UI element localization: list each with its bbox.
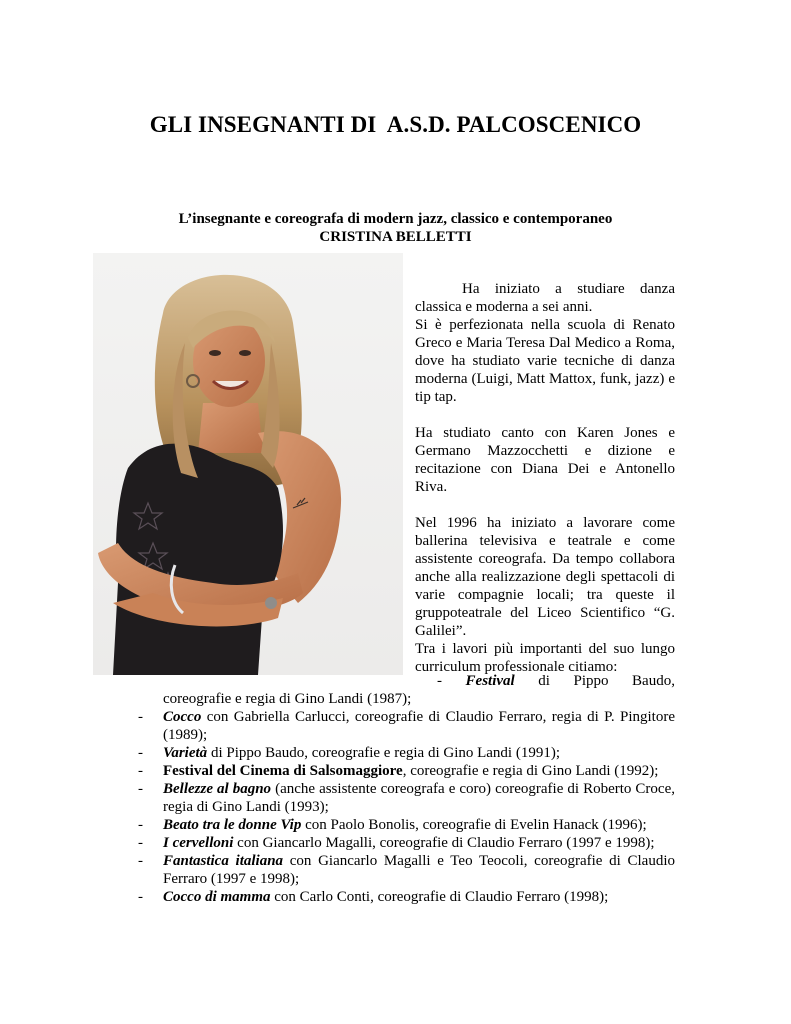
list-item-text: con Carlo Conti, coreografie di Claudio Ferraro (1998); — [270, 889, 609, 905]
teacher-heading — [0, 210, 791, 246]
list-bullet: - — [138, 817, 143, 833]
list-item-text: di Pippo Baudo, coreografie e regia di Gino Landi (1991); — [207, 745, 561, 761]
list-item-title: Beato tra le donne Vip — [163, 817, 302, 833]
list-item — [138, 816, 675, 834]
teacher-portrait — [93, 253, 403, 675]
list-item — [138, 744, 675, 762]
list-item — [138, 834, 675, 852]
list-item-title: Fantastica italiana — [163, 853, 284, 869]
list-item — [138, 762, 675, 780]
list-item-text: , coreografie e regia di Gino Landi (1992); — [402, 763, 659, 779]
page-title: GLI INSEGNANTI DI A.S.D. PALCOSCENICO — [149, 112, 642, 137]
list-item-title: Cocco — [163, 709, 202, 725]
list-item-text: con Paolo Bonolis, coreografie di Evelin Hanack (1996); — [301, 817, 647, 833]
list-item-title: Varietà — [163, 745, 208, 761]
list-bullet: - — [138, 853, 143, 869]
list-item-text: con Giancarlo Magalli, coreografie di Claudio Ferraro (1997 e 1998); — [233, 835, 655, 851]
bio-column — [415, 280, 675, 676]
list-item-text: (anche assistente coreografa e coro) coreografie di Roberto Croce, regia di Gino Landi (1993); — [163, 781, 675, 815]
list-item — [415, 672, 675, 690]
list-item-title: I cervelloni — [163, 835, 234, 851]
credits-list — [138, 708, 675, 906]
bio-paragraph: Si è perfezionata nella scuola di Renato Greco e Maria Teresa Dal Medico a Roma, dove ha studiato varie tecniche di danza moderna (Luigi, Matt Mattox, funk, jazz) e tip tap. — [415, 317, 675, 405]
list-bullet: - — [138, 763, 143, 779]
bio-paragraph: Tra i lavori più importanti del suo lungo curriculum professionale citiamo: — [415, 641, 675, 675]
list-item — [138, 888, 675, 906]
teacher-name: CRISTINA BELLETTI — [319, 229, 472, 245]
list-item-word: Pippo — [573, 673, 609, 689]
list-item — [138, 780, 675, 816]
bio-paragraph: Ha studiato canto con Karen Jones e Germano Mazzocchetti e dizione e recitazione con Diana Dei e Antonello Riva. — [415, 425, 675, 495]
bio-paragraph: Ha iniziato a studiare danza classica e moderna a sei anni. — [415, 281, 675, 315]
list-item-title: Bellezze al bagno — [163, 781, 272, 797]
bio-paragraph: Nel 1996 ha iniziato a lavorare come ballerina televisiva e teatrale e come assistente coreografa. Da tempo collabora anche alla realizzazione degli spettacoli di varie compagnie locali; tra queste il gruppoteatrale del Liceo Scientifico “G. Galilei”. — [415, 515, 675, 639]
list-item-title: Festival del Cinema di Salsomaggiore — [163, 763, 403, 779]
list-bullet: - — [138, 781, 143, 797]
list-item-text: con Giancarlo Magalli e Teo Teocoli, coreografie di Claudio Ferraro (1997 e 1998); — [163, 853, 675, 887]
list-item — [138, 852, 675, 888]
list-bullet: - — [138, 889, 143, 905]
list-bullet: - — [138, 709, 143, 725]
list-item-continuation: coreografie e regia di Gino Landi (1987); — [163, 691, 412, 707]
list-bullet: - — [437, 673, 442, 689]
list-bullet: - — [138, 835, 143, 851]
list-bullet: - — [138, 745, 143, 761]
list-item-title: Festival — [465, 673, 515, 689]
list-item-title: Cocco di mamma — [163, 889, 271, 905]
teacher-role: L’insegnante e coreografa di modern jazz, classico e contemporaneo — [178, 211, 613, 227]
list-item — [138, 708, 675, 744]
list-item-word: Baudo, — [632, 673, 675, 689]
list-item-text: con Gabriella Carlucci, coreografie di Claudio Ferraro, regia di P. Pingitore (1989); — [163, 709, 675, 743]
list-item-word: di — [538, 673, 550, 689]
